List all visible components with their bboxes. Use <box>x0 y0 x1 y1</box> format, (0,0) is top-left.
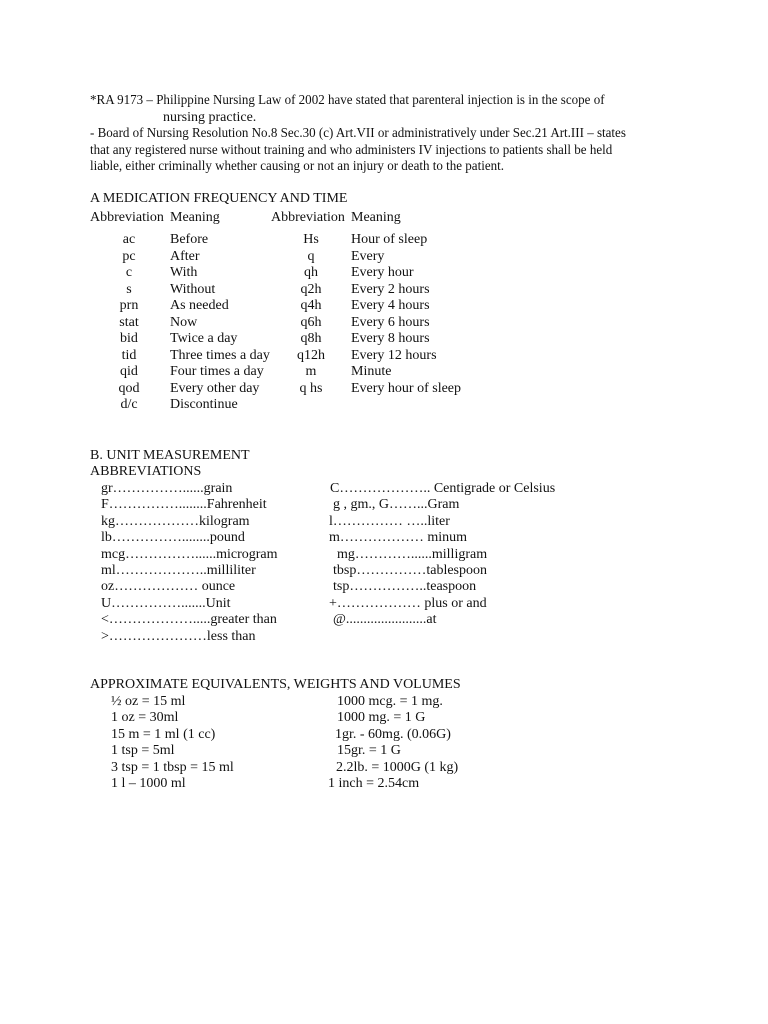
table-cell: m <box>305 364 317 379</box>
equivalent-item: 1 inch = 2.54cm <box>328 776 420 791</box>
section-a-header-row <box>0 210 768 227</box>
table-row <box>0 331 768 348</box>
table-cell: stat <box>119 314 139 330</box>
intro-line: *RA 9173 – Philippine Nursing Law of 2002 have stated that parenteral injection is in the scope of <box>90 93 605 108</box>
table-cell: pc <box>122 248 136 264</box>
unit-abbreviation-item: <……………….....greater than <box>101 612 277 628</box>
table-row <box>0 348 768 365</box>
table-cell: After <box>170 248 200 264</box>
table-cell: q8h <box>300 331 322 346</box>
equivalent-item: 2.2lb. = 1000G (1 kg) <box>336 759 459 775</box>
table-cell: q <box>307 248 315 264</box>
table-cell: q6h <box>300 314 322 330</box>
table-cell: tid <box>121 347 137 363</box>
table-cell: Every other day <box>170 380 260 396</box>
section-b-subtitle: ABBREVIATIONS <box>90 464 202 479</box>
unit-abbreviation-item: mcg……………......microgram <box>101 546 278 562</box>
table-cell: ac <box>122 232 136 247</box>
unit-abbreviation-item: F……………........Fahrenheit <box>101 497 267 513</box>
unit-abbreviation-item: kg………………kilogram <box>101 513 250 529</box>
table-cell: q4h <box>300 298 322 313</box>
table-row <box>0 315 768 332</box>
equivalent-item: 1000 mcg. = 1 mg. <box>337 694 443 709</box>
column-header: Abbreviation <box>271 210 345 225</box>
unit-abbreviation-item: tbsp……………tablespoon <box>333 563 487 578</box>
table-cell: Every hour <box>351 265 414 280</box>
table-row <box>0 397 768 414</box>
table-cell: qod <box>118 380 140 396</box>
table-cell: Discontinue <box>170 397 238 412</box>
table-cell: c <box>125 265 133 280</box>
table-cell: Every 2 hours <box>351 281 430 297</box>
table-cell: Now <box>170 314 198 330</box>
column-header: Meaning <box>170 210 220 225</box>
unit-abbreviation-item: lb……………........pound <box>101 530 245 546</box>
section-b-title: B. UNIT MEASUREMENT <box>90 448 250 463</box>
table-cell: Hour of sleep <box>351 232 428 247</box>
unit-abbreviation-item: m……………… minum <box>329 530 468 546</box>
unit-abbreviation-item: +……………… plus or and <box>329 595 487 611</box>
unit-abbreviation-item: >…………………less than <box>101 628 256 644</box>
table-cell: As needed <box>170 298 229 313</box>
unit-abbreviation-item: U…………….......Unit <box>101 595 231 611</box>
unit-abbreviation-item: l…………… …..liter <box>329 513 450 529</box>
table-cell: bid <box>120 331 138 346</box>
table-cell: Every 6 hours <box>351 314 430 330</box>
unit-abbreviation-item: @.......................at <box>333 612 437 628</box>
unit-abbreviation-item: gr……………......grain <box>101 481 233 496</box>
table-cell: Four times a day <box>170 364 264 379</box>
table-row <box>0 265 768 282</box>
table-cell: Every 4 hours <box>351 298 430 313</box>
unit-abbreviation-item: oz……………… ounce <box>101 579 236 595</box>
table-cell: Without <box>170 281 216 297</box>
table-cell: Every 12 hours <box>351 347 437 363</box>
intro-line: liable, either criminally whether causing or not an injury or death to the patient. <box>90 159 504 174</box>
table-cell: Every <box>351 248 385 264</box>
equivalent-item: 15 m = 1 ml (1 cc) <box>111 726 216 742</box>
equivalent-item: ½ oz = 15 ml <box>111 694 186 709</box>
table-cell: Three times a day <box>170 347 270 363</box>
table-cell: Hs <box>303 232 319 247</box>
table-row <box>0 381 768 398</box>
table-cell: qh <box>304 265 318 280</box>
equivalent-item: 1000 mg. = 1 G <box>337 710 426 726</box>
table-cell: s <box>126 281 132 297</box>
table-row <box>0 282 768 299</box>
unit-abbreviation-item: ml………………..milliliter <box>101 563 256 578</box>
table-cell: Every hour of sleep <box>351 380 462 396</box>
table-cell: With <box>170 265 198 280</box>
equivalent-item: 15gr. = 1 G <box>337 743 401 759</box>
unit-abbreviation-item: mg…………......milligram <box>337 546 488 562</box>
equivalent-item: 1 l – 1000 ml <box>111 776 186 791</box>
intro-line: - Board of Nursing Resolution No.8 Sec.30 (c) Art.VII or administratively under Sec.21 Art.III – states <box>90 126 626 141</box>
equivalent-item: 1gr. - 60mg. (0.06G) <box>335 726 451 742</box>
equivalent-item: 1 tsp = 5ml <box>111 743 175 759</box>
table-cell: d/c <box>120 397 138 412</box>
section-a-title: A MEDICATION FREQUENCY AND TIME <box>90 191 348 206</box>
table-row <box>0 249 768 266</box>
table-cell: prn <box>119 298 139 313</box>
intro-paragraph <box>90 93 700 176</box>
table-row <box>0 364 768 381</box>
unit-abbreviation-item: tsp……………..teaspoon <box>333 579 477 595</box>
table-cell: Minute <box>351 364 392 379</box>
equivalent-item: 1 oz = 30ml <box>111 710 179 726</box>
table-row <box>0 298 768 315</box>
equivalent-item: 3 tsp = 1 tbsp = 15 ml <box>111 759 234 775</box>
table-cell: q12h <box>297 347 325 363</box>
intro-line: that any registered nurse without training and who administers IV injections to patients shall be held <box>90 142 613 158</box>
table-cell: Twice a day <box>170 331 238 346</box>
column-header: Abbreviation <box>90 210 164 225</box>
unit-abbreviation-item: C……………….. Centigrade or Celsius <box>330 481 556 496</box>
table-cell: q2h <box>300 281 322 297</box>
table-cell: q hs <box>299 380 323 396</box>
intro-line: nursing practice. <box>163 109 257 125</box>
column-header: Meaning <box>351 210 401 225</box>
unit-abbreviation-item: g , gm., G……...Gram <box>333 497 460 513</box>
table-cell: qid <box>120 364 138 379</box>
table-cell: Before <box>170 232 209 247</box>
section-c-title: APPROXIMATE EQUIVALENTS, WEIGHTS AND VOLUMES <box>90 677 461 692</box>
table-row <box>0 232 768 249</box>
table-cell: Every 8 hours <box>351 331 430 346</box>
